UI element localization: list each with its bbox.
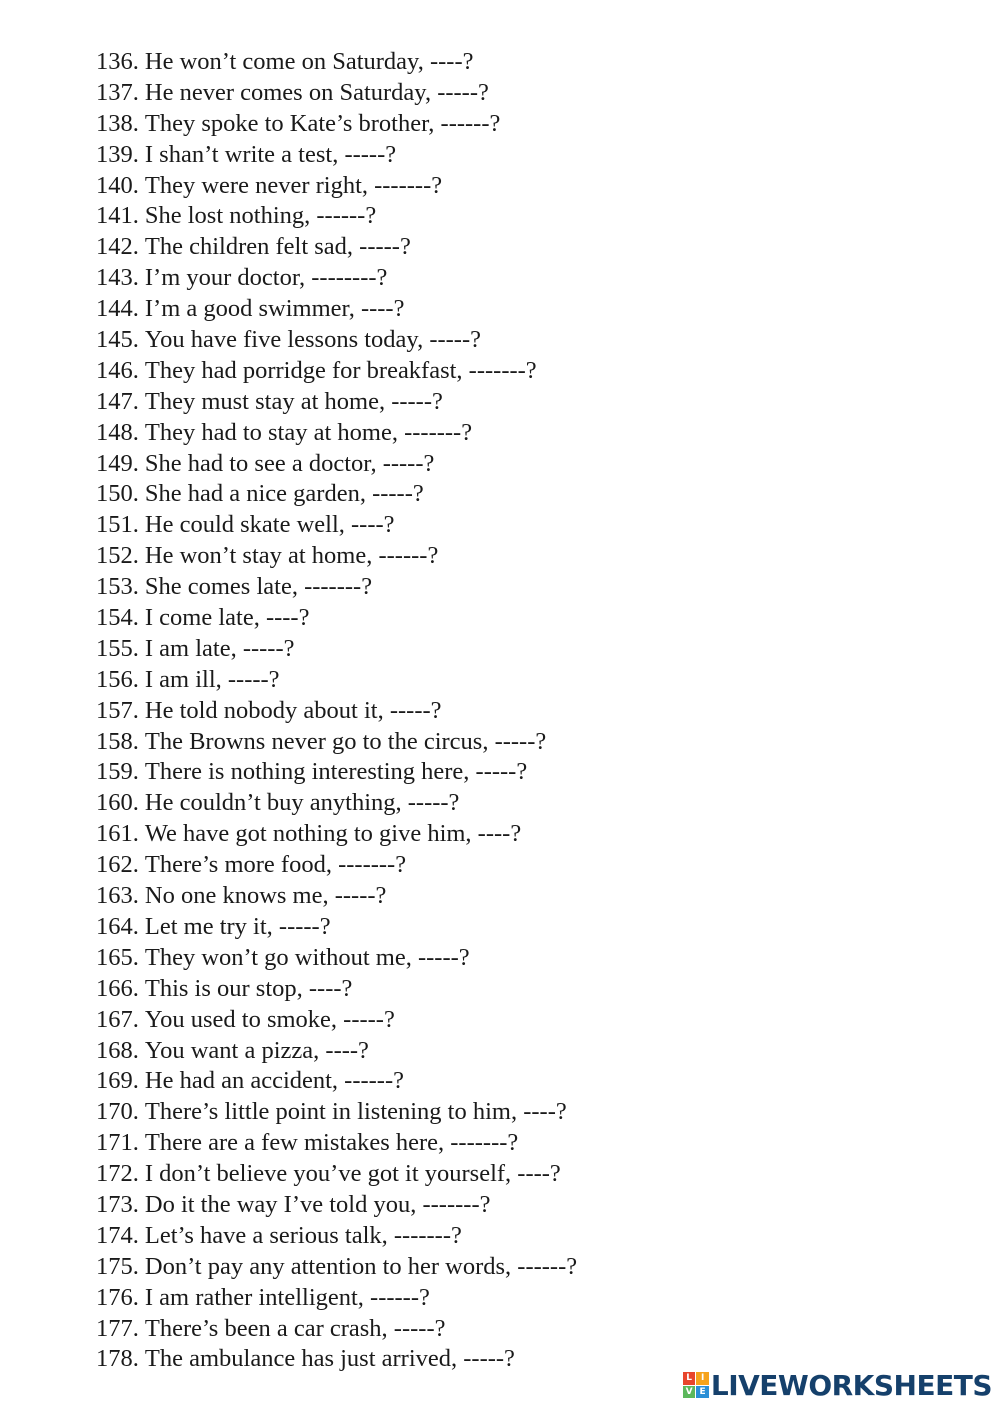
question-item (96, 819, 976, 850)
question-number: 140. (96, 171, 139, 199)
question-number: 175. (96, 1252, 139, 1280)
question-number: 161. (96, 820, 139, 848)
question-text: There is nothing interesting here, -----? (144, 758, 528, 786)
question-text: There are a few mistakes here, -------? (144, 1129, 519, 1157)
question-number: 173. (96, 1190, 139, 1218)
question-item (96, 325, 976, 356)
worksheet-question-list (96, 47, 976, 1375)
question-item (96, 171, 976, 202)
logo-letter: V (683, 1386, 696, 1399)
question-text: No one knows me, -----? (144, 882, 387, 910)
question-item (96, 1283, 976, 1314)
question-text: Don’t pay any attention to her words, ------? (144, 1252, 578, 1280)
question-number: 153. (96, 573, 139, 601)
question-number: 146. (96, 356, 139, 384)
question-number: 164. (96, 912, 139, 940)
question-text: I am late, -----? (144, 634, 295, 662)
question-item (96, 356, 976, 387)
question-number: 156. (96, 665, 139, 693)
question-number: 160. (96, 789, 139, 817)
question-number: 150. (96, 480, 139, 508)
question-text: He couldn’t buy anything, -----? (144, 789, 460, 817)
question-text: There’s more food, -------? (144, 851, 407, 879)
question-text: They had to stay at home, -------? (144, 418, 473, 446)
question-number: 176. (96, 1283, 139, 1311)
question-number: 162. (96, 851, 139, 879)
question-number: 166. (96, 974, 139, 1002)
question-text: They won’t go without me, -----? (144, 943, 470, 971)
question-number: 139. (96, 140, 139, 168)
question-item (96, 1097, 976, 1128)
question-text: He never comes on Saturday, -----? (144, 78, 489, 106)
liveworksheets-brand-text: LIVEWORKSHEETS (710, 1368, 992, 1402)
question-number: 138. (96, 109, 139, 137)
question-item (96, 1252, 976, 1283)
logo-letter: I (696, 1372, 709, 1385)
question-text: She lost nothing, ------? (144, 202, 377, 230)
question-number: 137. (96, 78, 139, 106)
question-text: She had to see a doctor, -----? (144, 449, 435, 477)
question-text: He told nobody about it, -----? (144, 696, 442, 724)
question-number: 147. (96, 387, 139, 415)
question-item (96, 1159, 976, 1190)
question-item (96, 232, 976, 263)
question-item (96, 1066, 976, 1097)
question-number: 143. (96, 264, 139, 292)
question-item (96, 109, 976, 140)
question-text: He won’t stay at home, ------? (144, 542, 439, 570)
question-number: 155. (96, 634, 139, 662)
question-text: I am rather intelligent, ------? (144, 1283, 430, 1311)
question-number: 174. (96, 1221, 139, 1249)
question-item (96, 78, 976, 109)
question-number: 169. (96, 1067, 139, 1095)
question-item (96, 912, 976, 943)
question-number: 165. (96, 943, 139, 971)
question-item (96, 665, 976, 696)
question-item (96, 294, 976, 325)
question-text: There’s little point in listening to him, ----? (144, 1098, 567, 1126)
question-number: 136. (96, 48, 139, 75)
question-text: They had porridge for breakfast, -------? (144, 356, 537, 384)
question-text: I’m your doctor, --------? (144, 264, 388, 292)
question-item (96, 943, 976, 974)
question-text: Let me try it, -----? (144, 912, 331, 940)
question-number: 148. (96, 418, 139, 446)
question-number: 167. (96, 1005, 139, 1033)
question-item (96, 541, 976, 572)
question-text: Do it the way I’ve told you, -------? (144, 1190, 491, 1218)
question-number: 144. (96, 295, 139, 323)
question-text: He won’t come on Saturday, ----? (144, 48, 474, 75)
question-item (96, 387, 976, 418)
question-text: They spoke to Kate’s brother, ------? (144, 109, 501, 137)
question-text: You want a pizza, ----? (144, 1036, 369, 1064)
question-number: 141. (96, 202, 139, 230)
question-number: 149. (96, 449, 139, 477)
question-number: 171. (96, 1129, 139, 1157)
question-item (96, 634, 976, 665)
question-number: 154. (96, 604, 139, 632)
question-item (96, 47, 976, 78)
question-text: The ambulance has just arrived, -----? (144, 1345, 515, 1373)
question-item (96, 727, 976, 758)
question-item (96, 603, 976, 634)
question-item (96, 140, 976, 171)
question-number: 158. (96, 727, 139, 755)
question-text: There’s been a car crash, -----? (144, 1314, 446, 1342)
question-text: They were never right, -------? (144, 171, 443, 199)
question-item (96, 1314, 976, 1345)
question-number: 163. (96, 882, 139, 910)
question-item (96, 1221, 976, 1252)
question-text: You have five lessons today, -----? (144, 326, 481, 354)
question-number: 178. (96, 1345, 139, 1373)
question-item (96, 201, 976, 232)
question-number: 151. (96, 511, 139, 539)
question-item (96, 572, 976, 603)
question-text: She comes late, -------? (144, 573, 373, 601)
question-text: The children felt sad, -----? (144, 233, 411, 261)
question-text: The Browns never go to the circus, -----? (144, 727, 547, 755)
question-text: He had an accident, ------? (144, 1067, 405, 1095)
question-item (96, 696, 976, 727)
question-item (96, 1128, 976, 1159)
question-number: 170. (96, 1098, 139, 1126)
question-item (96, 788, 976, 819)
question-number: 142. (96, 233, 139, 261)
question-number: 159. (96, 758, 139, 786)
question-text: I am ill, -----? (144, 665, 280, 693)
question-text: I’m a good swimmer, ----? (144, 295, 405, 323)
question-text: You used to smoke, -----? (144, 1005, 395, 1033)
question-item (96, 449, 976, 480)
question-text: I don’t believe you’ve got it yourself, ----? (144, 1160, 561, 1188)
question-number: 157. (96, 696, 139, 724)
logo-letter: L (683, 1372, 696, 1385)
question-number: 152. (96, 542, 139, 570)
question-item (96, 757, 976, 788)
liveworksheets-logo-icon (683, 1372, 709, 1398)
question-item (96, 479, 976, 510)
question-text: They must stay at home, -----? (144, 387, 443, 415)
question-item (96, 881, 976, 912)
question-number: 177. (96, 1314, 139, 1342)
question-item (96, 850, 976, 881)
logo-letter: E (696, 1386, 709, 1399)
question-text: I come late, ----? (144, 604, 310, 632)
question-number: 172. (96, 1160, 139, 1188)
question-item (96, 263, 976, 294)
question-item (96, 418, 976, 449)
question-number: 168. (96, 1036, 139, 1064)
question-text: This is our stop, ----? (144, 974, 353, 1002)
question-item (96, 974, 976, 1005)
question-item (96, 1005, 976, 1036)
question-number: 145. (96, 326, 139, 354)
question-item (96, 510, 976, 541)
question-text: He could skate well, ----? (144, 511, 395, 539)
question-text: I shan’t write a test, -----? (144, 140, 397, 168)
question-text: Let’s have a serious talk, -------? (144, 1221, 462, 1249)
question-item (96, 1190, 976, 1221)
question-text: We have got nothing to give him, ----? (144, 820, 522, 848)
question-item (96, 1036, 976, 1067)
question-text: She had a nice garden, -----? (144, 480, 424, 508)
liveworksheets-watermark (683, 1367, 992, 1403)
